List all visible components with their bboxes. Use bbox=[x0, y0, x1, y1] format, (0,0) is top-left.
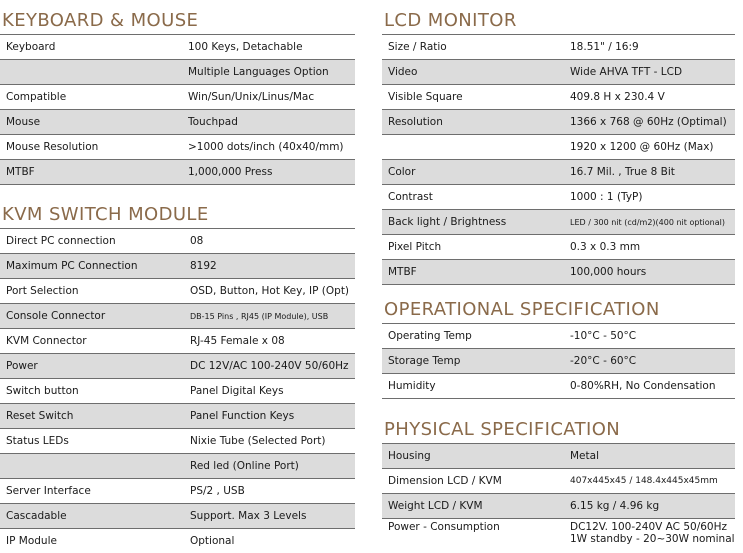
spec-label: Weight LCD / KVM bbox=[388, 500, 483, 512]
spec-value: >1000 dots/inch (40x40/mm) bbox=[188, 141, 344, 153]
spec-row bbox=[382, 519, 735, 550]
spec-value: Win/Sun/Unix/Linus/Mac bbox=[188, 91, 315, 103]
spec-label: IP Module bbox=[6, 535, 57, 547]
operational-title: OPERATIONAL SPECIFICATION bbox=[382, 297, 735, 324]
spec-value: DB-15 Pins , RJ45 (IP Module), USB bbox=[190, 311, 329, 321]
spec-value: 1000 : 1 (TyP) bbox=[570, 191, 643, 203]
physical-title: PHYSICAL SPECIFICATION bbox=[382, 417, 735, 444]
spec-label: Pixel Pitch bbox=[388, 241, 442, 253]
spec-label: Direct PC connection bbox=[6, 235, 116, 247]
spec-value: PS/2 , USB bbox=[190, 485, 245, 497]
spec-label: Keyboard bbox=[6, 41, 56, 53]
spec-label: Cascadable bbox=[6, 510, 67, 522]
spec-row bbox=[382, 444, 735, 469]
spec-label: Dimension LCD / KVM bbox=[388, 475, 502, 487]
lcd-monitor-section bbox=[382, 8, 735, 285]
spec-label: Back light / Brightness bbox=[388, 216, 507, 228]
spec-row bbox=[382, 349, 735, 374]
spec-value: Metal bbox=[570, 450, 599, 462]
spec-row bbox=[0, 379, 355, 404]
spec-value: 0.3 x 0.3 mm bbox=[570, 241, 641, 253]
spec-value: 6.15 kg / 4.96 kg bbox=[570, 500, 660, 512]
keyboard-mouse-title: KEYBOARD & MOUSE bbox=[0, 8, 355, 35]
spec-row bbox=[382, 210, 735, 235]
spec-row bbox=[382, 185, 735, 210]
spec-value: Touchpad bbox=[188, 116, 238, 128]
spec-row bbox=[0, 229, 355, 254]
spec-label: Resolution bbox=[388, 116, 443, 128]
spec-label: Power bbox=[6, 360, 38, 372]
spec-value: Panel Digital Keys bbox=[190, 385, 284, 397]
spec-label: Maximum PC Connection bbox=[6, 260, 138, 272]
spec-value: 18.51" / 16:9 bbox=[570, 41, 639, 53]
spec-row bbox=[382, 374, 735, 399]
spec-value: -10°C - 50°C bbox=[570, 330, 637, 342]
spec-label: Contrast bbox=[388, 191, 433, 203]
physical-section bbox=[382, 417, 735, 550]
operational-section bbox=[382, 297, 735, 399]
spec-label: Power - Consumption bbox=[388, 521, 500, 533]
kvm-switch-title: KVM SWITCH MODULE bbox=[0, 202, 355, 229]
spec-row bbox=[382, 260, 735, 285]
spec-label: MTBF bbox=[388, 266, 417, 278]
spec-value: 1,000,000 Press bbox=[188, 166, 273, 178]
spec-value: DC12V. 100-240V AC 50/60Hz 1W standby - 20~30W nominal bbox=[570, 521, 735, 545]
spec-row bbox=[0, 135, 355, 160]
spec-row bbox=[382, 160, 735, 185]
spec-label: MTBF bbox=[6, 166, 35, 178]
spec-value: 8192 bbox=[190, 260, 217, 272]
spec-label: Mouse bbox=[6, 116, 41, 128]
spec-label: Switch button bbox=[6, 385, 79, 397]
spec-value: 409.8 H x 230.4 V bbox=[570, 91, 665, 103]
spec-value: Panel Function Keys bbox=[190, 410, 295, 422]
spec-label: Humidity bbox=[388, 380, 436, 392]
spec-row bbox=[382, 324, 735, 349]
spec-value: 100,000 hours bbox=[570, 266, 647, 278]
spec-value: 16.7 Mil. , True 8 Bit bbox=[570, 166, 675, 178]
spec-row bbox=[0, 254, 355, 279]
spec-value: 1920 x 1200 @ 60Hz (Max) bbox=[570, 141, 714, 153]
spec-value: DC 12V/AC 100-240V 50/60Hz bbox=[190, 360, 349, 372]
lcd-monitor-title: LCD MONITOR bbox=[382, 8, 735, 35]
spec-row bbox=[382, 35, 735, 60]
spec-label: Console Connector bbox=[6, 310, 106, 322]
spec-value: 100 Keys, Detachable bbox=[188, 41, 303, 53]
spec-label: Visible Square bbox=[388, 91, 463, 103]
spec-value: OSD, Button, Hot Key, IP (Opt) bbox=[190, 285, 350, 297]
spec-value: RJ-45 Female x 08 bbox=[190, 335, 285, 347]
spec-row bbox=[0, 529, 355, 553]
spec-row bbox=[382, 135, 735, 160]
keyboard-mouse-section bbox=[0, 8, 355, 185]
spec-value: -20°C - 60°C bbox=[570, 355, 637, 367]
spec-value: Nixie Tube (Selected Port) bbox=[190, 435, 326, 447]
spec-row bbox=[0, 110, 355, 135]
spec-row bbox=[0, 354, 355, 379]
spec-row bbox=[0, 304, 355, 329]
spec-label: Video bbox=[388, 66, 418, 78]
spec-row bbox=[0, 85, 355, 110]
spec-label: KVM Connector bbox=[6, 335, 87, 347]
spec-label: Reset Switch bbox=[6, 410, 74, 422]
spec-value: Wide AHVA TFT - LCD bbox=[570, 66, 683, 78]
spec-value: Support. Max 3 Levels bbox=[190, 510, 307, 522]
spec-row bbox=[0, 429, 355, 454]
spec-row bbox=[0, 35, 355, 60]
spec-row bbox=[0, 454, 355, 479]
spec-row bbox=[0, 279, 355, 304]
spec-row bbox=[382, 85, 735, 110]
spec-row bbox=[0, 60, 355, 85]
spec-value: LED / 300 nit (cd/m2)(400 nit optional) bbox=[570, 217, 725, 227]
spec-value: Multiple Languages Option bbox=[188, 66, 329, 78]
spec-label: Compatible bbox=[6, 91, 67, 103]
spec-label: Housing bbox=[388, 450, 431, 462]
spec-label: Operating Temp bbox=[388, 330, 472, 342]
spec-row bbox=[382, 469, 735, 494]
spec-row bbox=[382, 60, 735, 85]
spec-row bbox=[0, 504, 355, 529]
spec-value: 407x445x45 / 148.4x445x45mm bbox=[570, 476, 718, 486]
spec-label: Port Selection bbox=[6, 285, 79, 297]
spec-label: Status LEDs bbox=[6, 435, 69, 447]
spec-value: 0-80%RH, No Condensation bbox=[570, 380, 716, 392]
spec-label: Mouse Resolution bbox=[6, 141, 99, 153]
spec-label: Size / Ratio bbox=[388, 41, 447, 53]
spec-row bbox=[0, 404, 355, 429]
kvm-switch-section bbox=[0, 202, 355, 553]
spec-row bbox=[0, 479, 355, 504]
spec-row bbox=[382, 494, 735, 519]
spec-row bbox=[382, 235, 735, 260]
spec-row bbox=[382, 110, 735, 135]
spec-label: Server Interface bbox=[6, 485, 91, 497]
spec-value: 08 bbox=[190, 235, 204, 247]
spec-value: 1366 x 768 @ 60Hz (Optimal) bbox=[570, 116, 727, 128]
spec-value: Optional bbox=[190, 535, 235, 547]
spec-row bbox=[0, 329, 355, 354]
spec-label: Storage Temp bbox=[388, 355, 461, 367]
spec-row bbox=[0, 160, 355, 185]
spec-label: Color bbox=[388, 166, 416, 178]
spec-value: Red led (Online Port) bbox=[190, 460, 299, 472]
